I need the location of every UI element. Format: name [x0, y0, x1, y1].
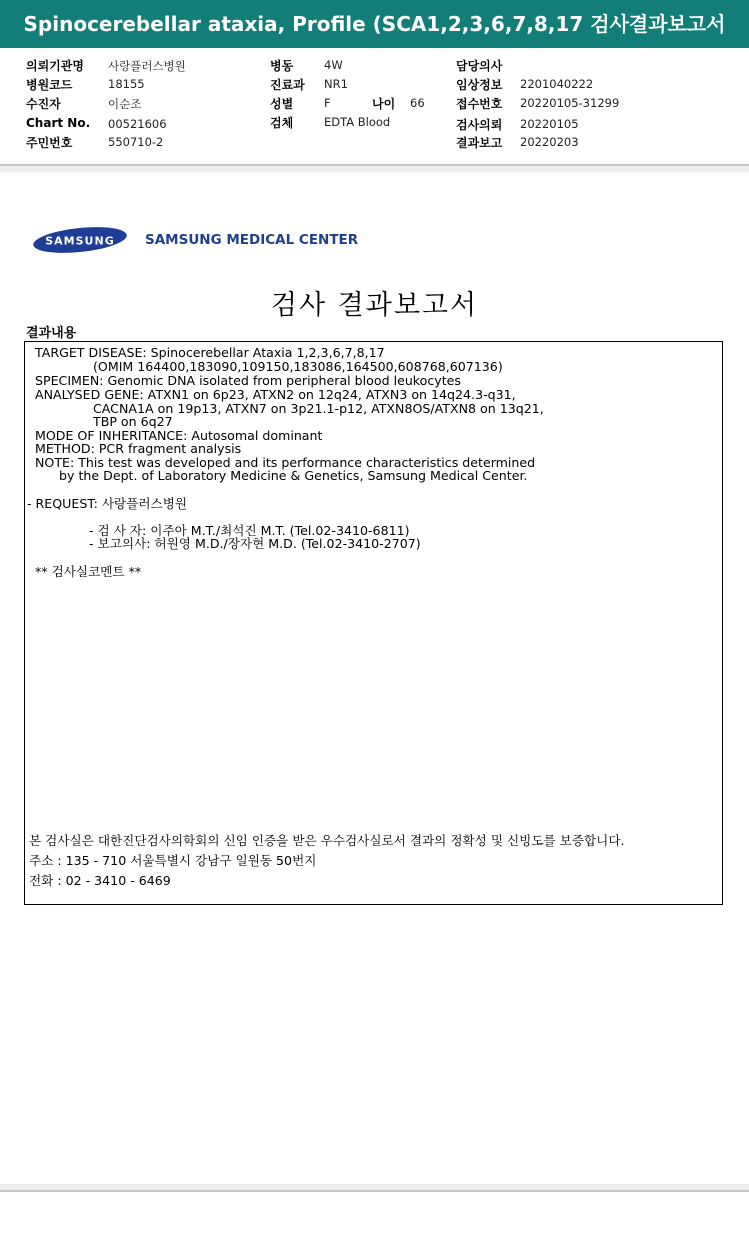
report-date-label: 결과보고: [456, 136, 503, 150]
result-line: TBP on 6q27: [93, 414, 173, 429]
certification-statement: 본 검사실은 대한진단검사의학회의 신임 인증을 받은 우수검사실로서 결과의 정확성 및 신빙도를 보증합니다.: [29, 833, 625, 848]
phone-line: 전화 : 02 - 3410 - 6469: [29, 873, 171, 888]
report-date-value: 20220203: [520, 135, 579, 149]
result-line: NOTE: This test was developed and its performance characteristics determined: [35, 455, 536, 470]
recipient-label: 수진자: [26, 97, 61, 111]
ward-value: 4W: [324, 58, 343, 72]
result-line: (OMIM 164400,183090,109150,183086,164500,608768,607136): [93, 359, 503, 374]
receipt-no-value: 20220105-31299: [520, 96, 620, 110]
tester-line: - 검 사 자: 이주아 M.T./최석진 M.T. (Tel.02-3410-6811): [89, 523, 410, 538]
hospital-code-value: 18155: [108, 77, 145, 91]
request-line: - REQUEST: 사랑플러스병원: [27, 496, 188, 511]
reporting-doctor-line: - 보고의사: 허원영 M.D./장자현 M.D. (Tel.02-3410-2707): [89, 536, 421, 551]
age-label: 나이: [372, 97, 396, 111]
lab-comment-heading: ** 검사실코멘트 **: [35, 564, 142, 579]
results-box: [24, 341, 723, 905]
department-label: 진료과: [270, 78, 305, 92]
clinical-info-label: 임상정보: [456, 78, 503, 92]
divider: [0, 166, 749, 172]
specimen-value: EDTA Blood: [324, 115, 391, 129]
address-line: 주소 : 135 - 710 서울특별시 강남구 일원동 50번지: [29, 853, 317, 868]
result-line: CACNA1A on 19p13, ATXN7 on 3p21.1-p12, ATXN8OS/ATXN8 on 13q21,: [93, 401, 544, 416]
ward-label: 병동: [270, 59, 294, 73]
department-value: NR1: [324, 77, 348, 91]
page-title: 검사 결과보고서: [270, 290, 479, 321]
recipient-value: 이순조: [108, 97, 142, 111]
sex-label: 성별: [270, 97, 294, 111]
receipt-no-label: 접수번호: [456, 97, 503, 111]
results-section-label: 결과내용: [26, 326, 77, 341]
result-line: METHOD: PCR fragment analysis: [35, 441, 242, 456]
result-line: TARGET DISEASE: Spinocerebellar Ataxia 1,2,3,6,7,8,17: [35, 345, 385, 360]
svg-text:SAMSUNG: SAMSUNG: [45, 234, 115, 248]
samsung-logo: [32, 226, 128, 258]
sex-value: F: [324, 96, 331, 110]
age-value: 66: [410, 96, 425, 110]
medical-center-name: SAMSUNG MEDICAL CENTER: [145, 232, 359, 248]
result-line: MODE OF INHERITANCE: Autosomal dominant: [35, 428, 323, 443]
result-line: SPECIMEN: Genomic DNA isolated from peripheral blood leukocytes: [35, 373, 461, 388]
resident-no-label: 주민번호: [26, 136, 73, 150]
report-title-bar: Spinocerebellar ataxia, Profile (SCA1,2,3,6,7,8,17 검사결과보고서: [0, 0, 749, 48]
patient-info-panel: [0, 48, 749, 164]
clinical-info-value: 2201040222: [520, 77, 594, 91]
resident-no-value: 550710-2: [108, 135, 164, 149]
chart-no-label: Chart No.: [26, 116, 91, 130]
institution-value: 사랑플러스병원: [108, 59, 186, 73]
result-line: by the Dept. of Laboratory Medicine & Genetics, Samsung Medical Center.: [59, 468, 528, 483]
hospital-code-label: 병원코드: [26, 78, 73, 92]
specimen-label: 검체: [270, 116, 294, 130]
result-line: ANALYSED GENE: ATXN1 on 6p23, ATXN2 on 12q24, ATXN3 on 14q24.3-q31,: [35, 387, 516, 402]
divider: [0, 1190, 749, 1192]
doctor-label: 담당의사: [456, 59, 503, 73]
request-date-value: 20220105: [520, 117, 579, 131]
chart-no-value: 00521606: [108, 117, 167, 131]
request-date-label: 검사의뢰: [456, 118, 503, 132]
institution-label: 의뢰기관명: [26, 59, 84, 73]
